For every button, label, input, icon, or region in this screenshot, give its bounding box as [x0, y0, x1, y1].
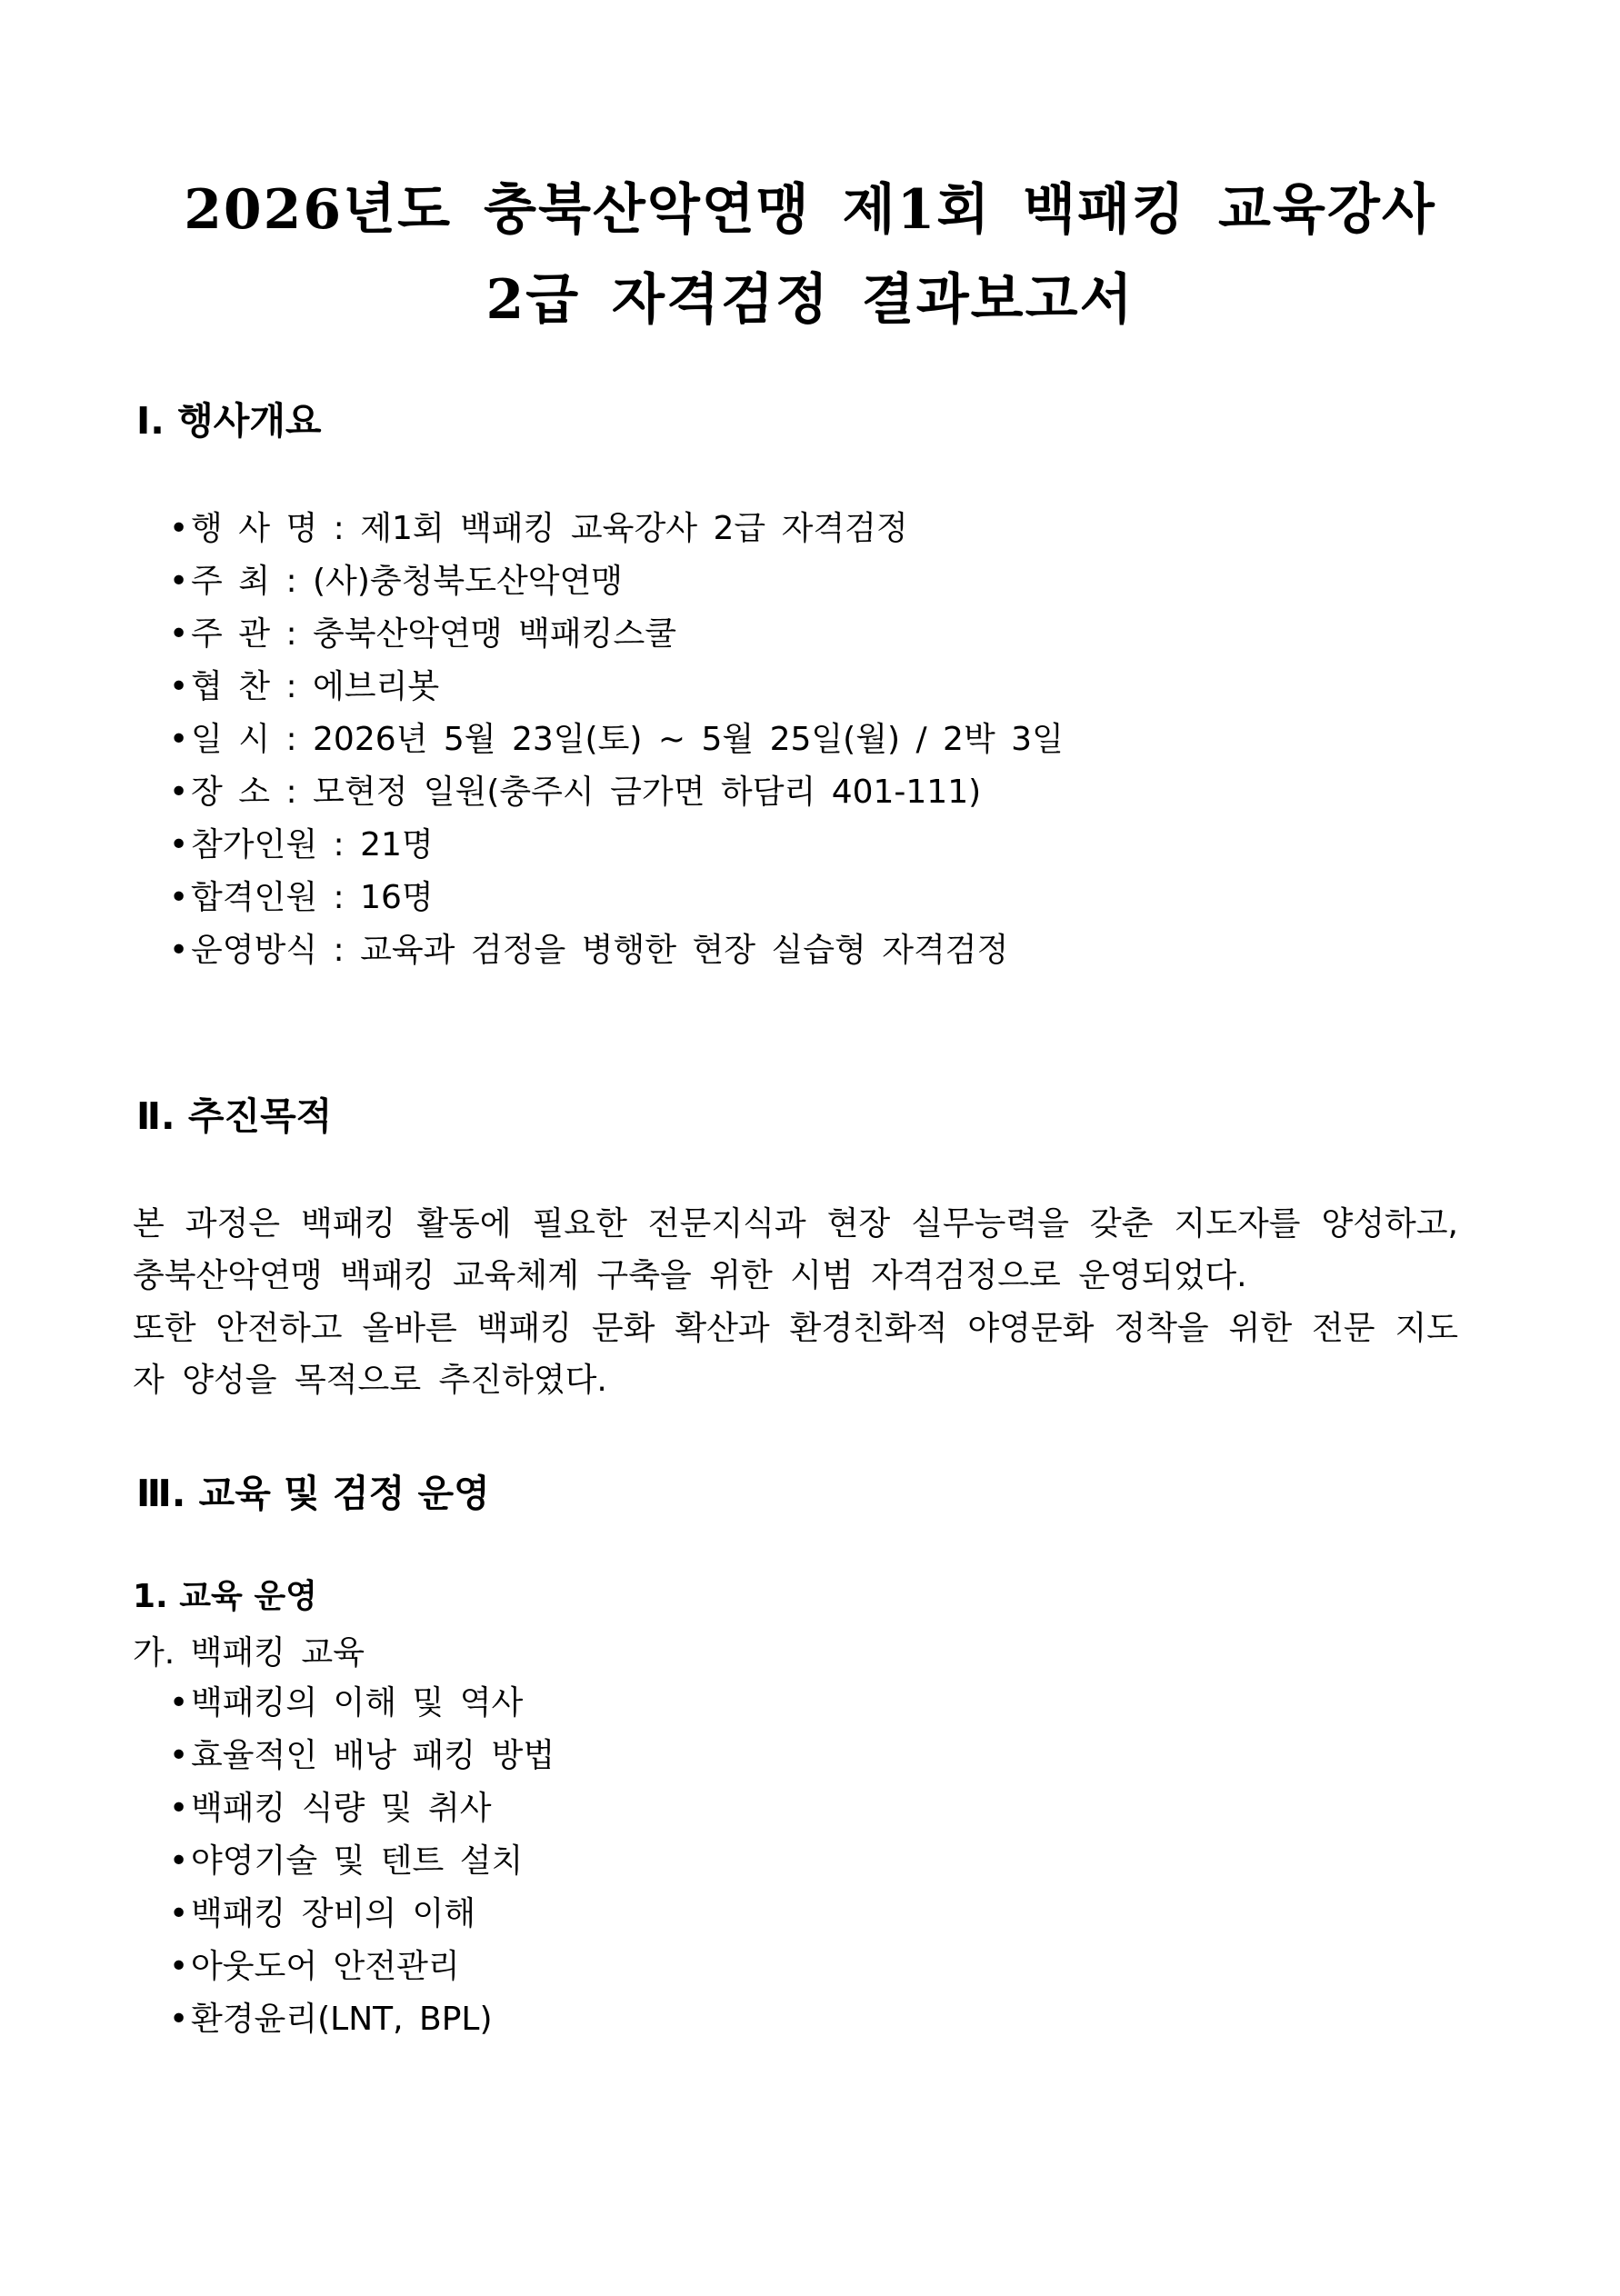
topic-label: 아웃도어 안전관리 [191, 1948, 460, 1985]
overview-event-name: 행 사 명 : 제1회 백패킹 교육강사 2급 자격검정 [191, 510, 908, 547]
topic-label: 백패킹 장비의 이해 [191, 1895, 476, 1932]
bullet-icon: • [169, 615, 189, 653]
bullet-icon: • [169, 563, 189, 600]
section-2-heading: Ⅱ. 추진목적 [136, 1094, 333, 1138]
topic-label: 효율적인 배낭 패킹 방법 [191, 1737, 555, 1774]
topic-label: 백패킹 식량 및 취사 [191, 1790, 492, 1827]
bullet-icon: • [169, 1895, 189, 1932]
bullet-icon: • [169, 1842, 189, 1880]
list-item [169, 661, 1064, 714]
topic-label: 야영기술 및 텐트 설치 [191, 1842, 524, 1880]
backpacking-education-label: 가. 백패킹 교육 [133, 1634, 365, 1672]
education-subheading: 1. 교육 운영 [133, 1578, 317, 1615]
list-item [169, 503, 1064, 555]
overview-method: 운영방식 : 교육과 검정을 병행한 현장 실습형 자격검정 [191, 932, 1009, 969]
purpose-paragraph-2: 또한 안전하고 올바른 백패킹 문화 확산과 환경친화적 야영문화 정착을 위한 전문 지도자 양성을 목적으로 추진하였다. [133, 1310, 1458, 1399]
bullet-icon: • [169, 826, 189, 863]
list-item [169, 1941, 555, 1993]
purpose-paragraph-1: 본 과정은 백패킹 활동에 필요한 전문지식과 현장 실무능력을 갖춘 지도자를 양성하고, 충북산악연맹 백패킹 교육체계 구축을 위한 시범 자격검정으로 운영되었다. [133, 1205, 1458, 1294]
topic-label: 백패킹의 이해 및 역사 [191, 1684, 524, 1722]
education-topics-list [169, 1677, 555, 2046]
section-3-heading: Ⅲ. 교육 및 검정 운영 [136, 1472, 490, 1515]
list-item [169, 1782, 555, 1835]
overview-location: 장 소 : 모현정 일원(충주시 금가면 하담리 401-111) [191, 774, 982, 811]
topic-label: 환경윤리(LNT, BPL) [191, 2001, 493, 2038]
bullet-icon: • [169, 510, 189, 547]
overview-participants: 참가인원 : 21명 [191, 826, 434, 863]
event-overview-list [169, 503, 1064, 977]
document-title-line-2: 2급 자격검정 결과보고서 [485, 268, 1135, 332]
bullet-icon: • [169, 1684, 189, 1722]
bullet-icon: • [169, 1948, 189, 1985]
document-title-line-1: 2026년도 충북산악연맹 제1회 백패킹 교육강사 [184, 178, 1436, 242]
list-item [169, 714, 1064, 766]
overview-passed: 합격인원 : 16명 [191, 879, 434, 916]
list-item [169, 608, 1064, 661]
overview-host: 주 최 : (사)충청북도산악연맹 [191, 563, 624, 600]
list-item [169, 1888, 555, 1941]
bullet-icon: • [169, 1737, 189, 1774]
list-item [169, 1835, 555, 1888]
list-item [169, 1677, 555, 1730]
overview-date: 일 시 : 2026년 5월 23일(토) ~ 5월 25일(월) / 2박 3일 [191, 721, 1064, 758]
list-item [169, 555, 1064, 608]
list-item [169, 819, 1064, 872]
list-item [169, 872, 1064, 924]
bullet-icon: • [169, 932, 189, 969]
list-item [169, 1730, 555, 1782]
overview-organizer: 주 관 : 충북산악연맹 백패킹스쿨 [191, 615, 676, 653]
bullet-icon: • [169, 2001, 189, 2038]
list-item [169, 1993, 555, 2046]
list-item [169, 924, 1064, 977]
bullet-icon: • [169, 721, 189, 758]
section-1-heading: Ⅰ. 행사개요 [136, 399, 322, 443]
bullet-icon: • [169, 774, 189, 811]
bullet-icon: • [169, 668, 189, 705]
overview-sponsor: 협 찬 : 에브리봇 [191, 668, 440, 705]
bullet-icon: • [169, 879, 189, 916]
bullet-icon: • [169, 1790, 189, 1827]
list-item [169, 766, 1064, 819]
